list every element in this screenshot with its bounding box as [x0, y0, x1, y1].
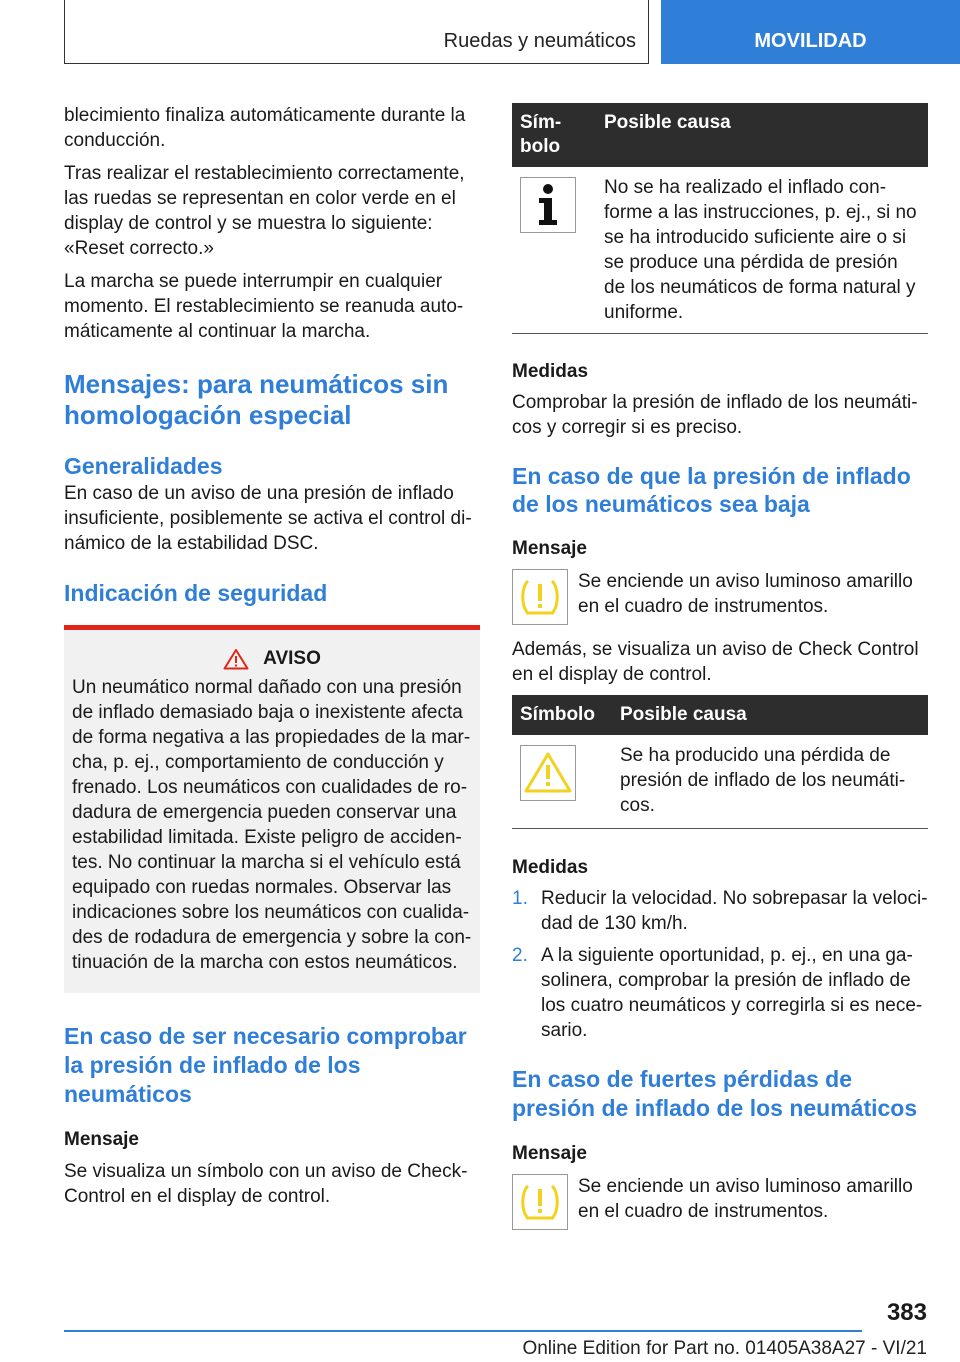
steps-list: [512, 886, 928, 1043]
message-heading: Mensaje: [512, 538, 587, 559]
table-header-symbol: Símbolo: [512, 103, 596, 167]
paragraph: blecimiento finaliza automáticamente durante la conducción.: [64, 105, 466, 151]
subsection-heading: Generalidades: [64, 453, 223, 479]
paragraph: Se visualiza un símbolo con un aviso de Check-Control en el display de control.: [64, 1161, 468, 1207]
step-text: Reducir la velocidad. No sobrepasar la velocidad de 130 km/h.: [541, 888, 928, 934]
warning-triangle-icon: [520, 745, 576, 801]
step-number: 1.: [512, 888, 528, 909]
step-number: 2.: [512, 945, 528, 966]
message-text: Se enciende un aviso luminoso amarillo en el cuadro de instrumentos.: [578, 1176, 913, 1222]
paragraph: La marcha se puede interrumpir en cualquier momento. El restablecimiento se reanuda automáticamente al continuar la marcha.: [64, 271, 464, 342]
warning-label: AVISO: [263, 648, 321, 669]
table-header-cause: Posible causa: [612, 695, 928, 735]
header-section-title: Ruedas y neumáticos: [443, 30, 636, 52]
message-row: [512, 569, 928, 625]
table-cell-cause: Se ha producido una pérdida de presión de inflado de los neumáticos.: [612, 735, 928, 829]
table-row: [512, 735, 928, 829]
measures-heading: Medidas: [512, 857, 589, 878]
message-row: [512, 1174, 928, 1230]
step-text: A la siguiente oportunidad, p. ej., en una gasolinera, comprobar la presión de inflado de los cuatro neumáticos y corregirla si es necesario.: [541, 945, 923, 1041]
section-heading: En caso de ser necesario comprobar la presión de inflado de los neumáticos: [64, 1023, 467, 1107]
right-column: [512, 103, 928, 1230]
list-item: [512, 943, 928, 1043]
left-column: [64, 103, 480, 1209]
message-heading: Mensaje: [512, 1143, 587, 1164]
section-heading: En caso de fuertes pérdidas de presión de inflado de los neumáticos: [512, 1066, 918, 1121]
tire-pressure-warning-icon: [512, 569, 568, 625]
warning-title: [72, 646, 472, 671]
page-number: 383: [886, 1299, 927, 1326]
paragraph: En caso de un aviso de una presión de inflado insuficiente, posiblemente se activa el control dinámico de la estabilidad DSC.: [64, 483, 472, 554]
symbol-table: [512, 695, 928, 829]
warning-text: Un neumático normal dañado con una presión de inflado demasiado baja o inexistente afecta de forma negativa a las propiedades de la marcha, p. ej., comportamiento de conducción y frenado. Los neumáticos con cualidades de rodadura de emergencia pueden conservar una estabilidad limitada. Existe peligro de accidentes. No continuar la marcha si el vehículo está equipado con ruedas normales. Observar las indicaciones sobre los neumáticos con cualidades de rodadura de emergencia y sobre la continuación de la marcha con estos neumáticos.: [72, 677, 472, 973]
paragraph: Además, se visualiza un aviso de Check Control en el display de control.: [512, 639, 919, 685]
section-heading: En caso de que la presión de inflado de los neumáticos sea baja: [512, 463, 911, 517]
tire-pressure-warning-icon: [512, 1174, 568, 1230]
info-icon: [520, 177, 576, 233]
message-text: Se enciende un aviso luminoso amarillo en el cuadro de instrumentos.: [578, 571, 913, 617]
table-row: [512, 167, 928, 334]
paragraph: Tras realizar el restablecimiento correctamente, las ruedas se representan en color verde en el display de control y se muestra lo siguiente: «Reset correcto.»: [64, 163, 465, 259]
message-heading: Mensaje: [64, 1129, 139, 1150]
header-chapter-badge: MOVILIDAD: [661, 0, 960, 64]
list-item: [512, 886, 928, 936]
symbol-table: [512, 103, 928, 334]
section-heading: Mensajes: para neumáticos sin homologación especial: [64, 369, 449, 430]
measures-heading: Medidas: [512, 361, 589, 382]
edition-note: Online Edition for Part no. 01405A38A27 - VI/21: [522, 1338, 927, 1359]
warning-box: [64, 625, 480, 993]
paragraph: Comprobar la presión de inflado de los neumáticos y corregir si es preciso.: [512, 392, 918, 438]
subsection-heading: Indicación de seguridad: [64, 580, 328, 606]
footer-divider: [64, 1330, 862, 1332]
table-cell-cause: No se ha realizado el inflado conforme a las instrucciones, p. ej., si no se ha introducido suficiente aire o si se produce una pérdida de presión de los neumáticos de forma natural y uniforme.: [596, 167, 928, 334]
table-header-cause: Posible causa: [596, 103, 928, 167]
table-header-symbol: Símbolo: [512, 695, 612, 735]
warning-triangle-icon: [223, 648, 249, 670]
